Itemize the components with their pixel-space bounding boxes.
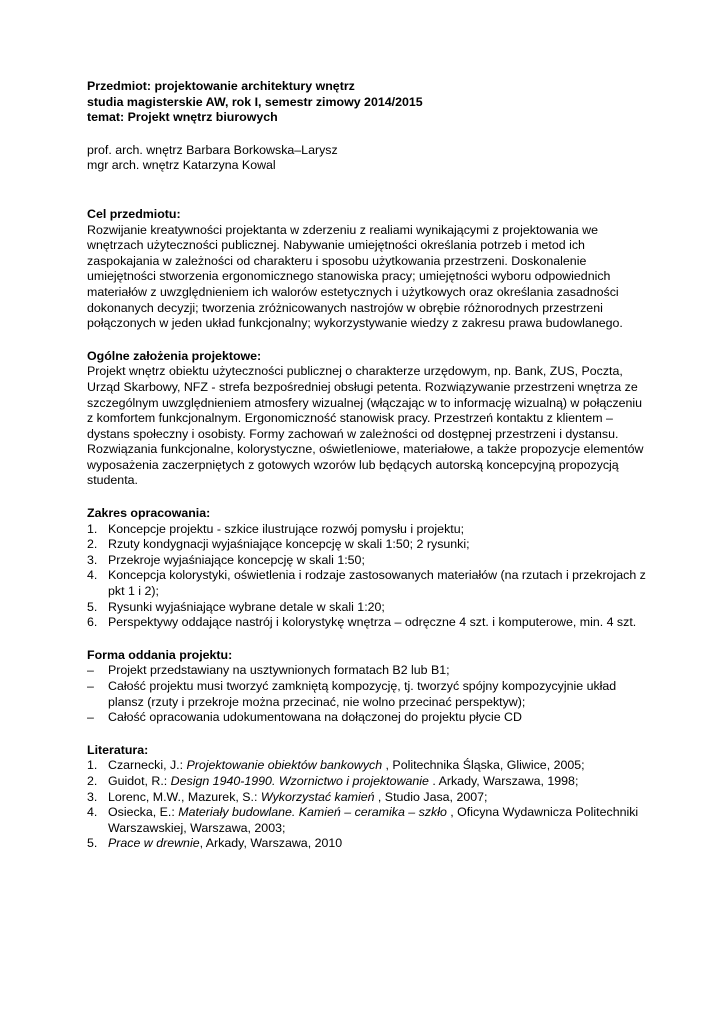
ref-publisher: , Arkady, Warszawa, 2010 (199, 836, 343, 851)
list-text: Przekroje wyjaśniające koncepcję w skali 1:50; (108, 552, 365, 567)
list-item (87, 600, 647, 616)
zalozenia-text: Projekt wnętrz obiektu użyteczności publicznej o charakterze urzędowym, np. Bank, ZUS, Poczta, Urząd Skarbowy, NFZ - strefa bezpośredniej obsługi petenta. Rozwiązywanie przestrzeni wnętrza ze szczególnym uwzględnieniem atmosfery wizualnej (włączając w to informację wizualną) w połączeniu z komfortem funkcjonalnym. Ergonomiczność stanowisk pracy. Przestrzeń kontaktu z klientem – dystans społeczny i osobisty. Formy zachowań w zależności od dostępnej przestrzeni i dystansu. Rozwiązania funkcjonalne, kolorystyczne, oświetleniowe, materiałowe, a także propozycje elementów wyposażenia zaczerpniętych z gotowych wzorów lub będących autorską koncepcyjną propozycją studenta. (87, 364, 644, 488)
list-item (87, 805, 647, 836)
list-item (87, 836, 647, 852)
document-page (87, 79, 647, 852)
list-text: Całość projektu musi tworzyć zamkniętą kompozycję, tj. tworzyć spójny kompozycyjnie układ plansz (rzuty i przekroje można przecinać, nie wolno przecinać perspektyw); (108, 679, 617, 709)
course-header (87, 79, 647, 126)
list-text: Rysunki wyjaśniające wybrane detale w skali 1:20; (108, 599, 385, 614)
ref-title: Projektowanie obiektów bankowych (186, 758, 383, 773)
list-item (87, 790, 647, 806)
course-subject: Przedmiot: projektowanie architektury wnętrz (87, 79, 355, 93)
ref-author: Guidot, R.: (108, 773, 171, 788)
zalozenia-title: Ogólne założenia projektowe: (87, 348, 262, 363)
ref-title: Design 1940-1990. Wzornictwo i projektowanie (170, 773, 429, 788)
forma-list (87, 663, 647, 725)
list-item (87, 537, 647, 553)
dash-bullet: – (87, 679, 94, 693)
list-text: Rzuty kondygnacji wyjaśniające koncepcję w skali 1:50; 2 rysunki; (108, 537, 470, 552)
ref-publisher: . Arkady, Warszawa, 1998; (428, 773, 579, 788)
course-studies: studia magisterskie AW, rok I, semestr zimowy 2014/2015 (87, 94, 423, 109)
author-prof: prof. arch. wnętrz Barbara Borkowska–Larysz (87, 142, 338, 157)
dash-bullet: – (87, 710, 94, 725)
list-text: Perspektywy oddające nastrój i kolorystykę wnętrza – odręczne 4 szt. i komputerowe, min. 4 szt. (108, 615, 637, 630)
ref-title: Materiały budowlane. Kamień – ceramika – szkło (178, 805, 447, 820)
list-item (87, 710, 647, 726)
list-number: 4. (87, 568, 98, 583)
list-number: 1. (87, 521, 98, 536)
cel-title: Cel przedmiotu: (87, 206, 181, 221)
ref-title: Prace w drewnie (108, 836, 200, 851)
ref-author: Osiecka, E.: (108, 805, 179, 820)
list-text (108, 758, 647, 774)
list-text: Koncepcja kolorystyki, oświetlenia i rodzaje zastosowanych materiałów (na rzutach i przekrojach z pkt 1 i 2); (108, 568, 646, 599)
ref-publisher: , Politechnika Śląska, Gliwice, 2005; (382, 758, 585, 773)
list-number: 3. (87, 552, 98, 567)
zakres-title: Zakres opracowania: (87, 506, 211, 521)
list-item (87, 663, 647, 679)
list-text (108, 774, 647, 790)
ref-author: Czarnecki, J.: (108, 758, 187, 773)
section-literatura (87, 743, 647, 852)
list-text (108, 805, 647, 836)
list-item (87, 615, 647, 631)
section-cel (87, 207, 647, 332)
list-number: 3. (87, 789, 98, 804)
ref-publisher: , Studio Jasa, 2007; (374, 789, 488, 804)
author-mgr: mgr arch. wnętrz Katarzyna Kowal (87, 158, 276, 173)
ref-title: Wykorzystać kamień (260, 789, 375, 804)
list-number: 5. (87, 599, 98, 614)
list-item (87, 774, 647, 790)
list-text: Całość opracowania udokumentowana na dołączonej do projektu płycie CD (108, 710, 522, 725)
cel-text: Rozwijanie kreatywności projektanta w zderzeniu z realiami wynikającymi z projektowania we wnętrzach użyteczności publicznej. Nabywanie umiejętności określania potrzeb i metod ich zaspokajania w zależności od charakteru i sposobu użytkowania przestrzeni. Doskonalenie umiejętności stworzenia ergonomicznego stanowiska pracy; umiejętności wyboru odpowiednich materiałów z uwzględnieniem ich walorów estetycznych i użytkowych oraz określania zasadności dokonanych decyzji; tworzenia zróżnicowanych nastrojów w obrębie różnorodnych przestrzeni połączonych w jeden układ funkcjonalny; wykorzystywanie wiedzy z zakresu prawa budowlanego. (87, 222, 623, 331)
authors (87, 143, 647, 174)
section-zakres (87, 506, 647, 631)
list-text: Koncepcje projektu - szkice ilustrujące rozwój pomysłu i projektu; (108, 521, 465, 536)
literatura-title: Literatura: (87, 742, 149, 757)
list-item (87, 522, 647, 538)
list-number: 6. (87, 615, 98, 630)
list-number: 2. (87, 537, 98, 552)
list-item (87, 553, 647, 569)
list-number: 2. (87, 773, 98, 788)
course-topic: temat: Projekt wnętrz biurowych (87, 110, 278, 125)
list-text: Projekt przedstawiany na usztywnionych formatach B2 lub B1; (108, 663, 450, 678)
dash-bullet: – (87, 663, 94, 678)
list-item (87, 568, 647, 599)
list-item (87, 679, 647, 710)
section-zalozenia (87, 349, 647, 489)
ref-author: Lorenc, M.W., Mazurek, S.: (108, 789, 261, 804)
section-forma (87, 648, 647, 726)
list-number: 1. (87, 758, 98, 773)
ref-publisher: , Oficyna Wydawnicza Politechniki Warszawskiej, Warszawa, 2003; (108, 805, 639, 835)
forma-title: Forma oddania projektu: (87, 647, 233, 662)
list-text (108, 790, 647, 806)
list-item (87, 758, 647, 774)
list-number: 5. (87, 836, 98, 851)
list-number: 4. (87, 805, 98, 820)
list-text (108, 836, 647, 852)
zakres-list (87, 522, 647, 631)
literatura-list (87, 758, 647, 852)
